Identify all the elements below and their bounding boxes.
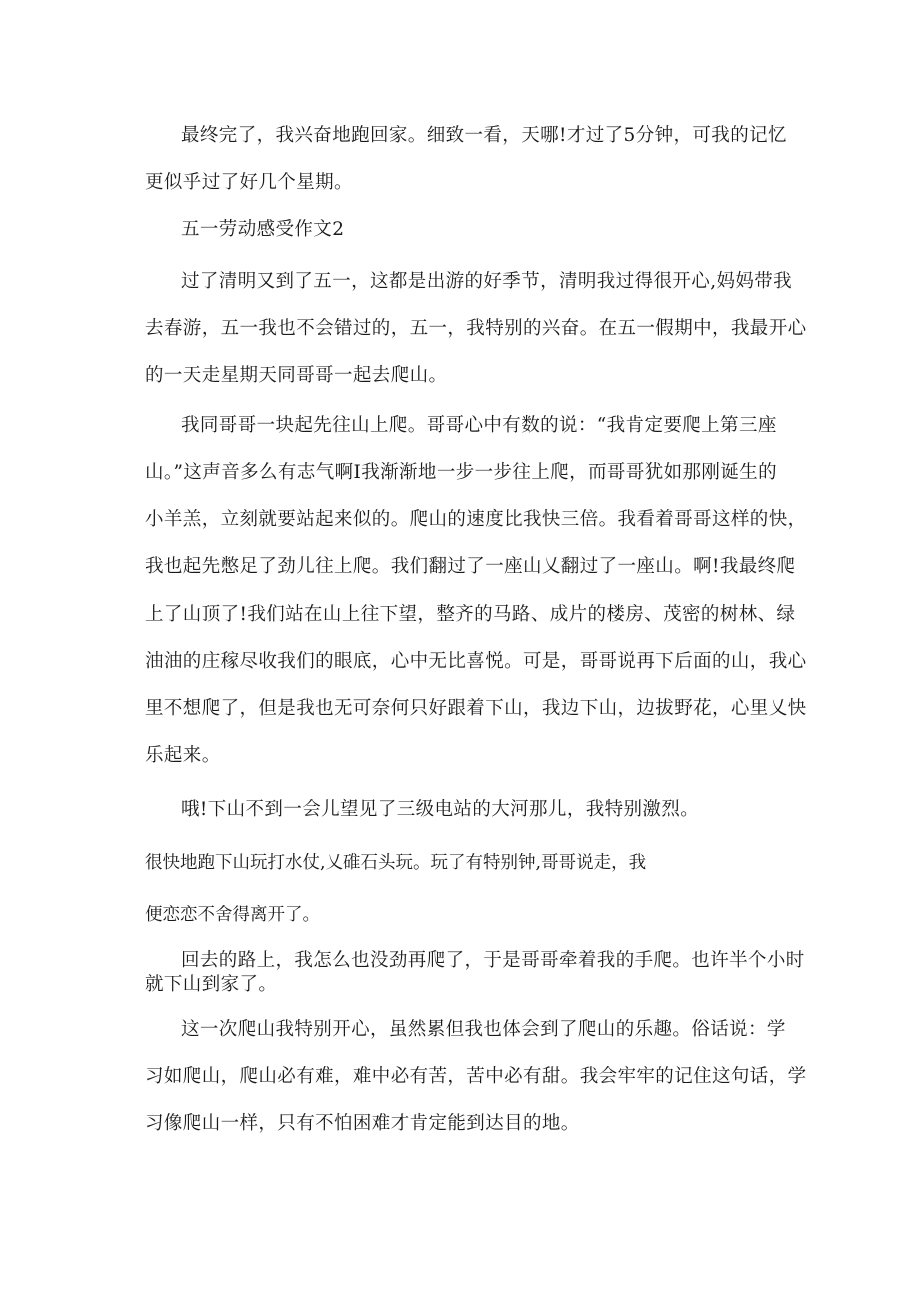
paragraph-3-line-3: 的一天走星期天同哥哥一起去爬山。: [145, 365, 448, 386]
paragraph-1-line-1: 最终完了，我兴奋地跑回家。细致一看，天哪!才过了5分钟，可我的记忆: [181, 125, 787, 146]
paragraph-4-line-5: 上了山顶了!我们站在山上往下望，整齐的马路、成片的楼房、茂密的树林、绿: [145, 604, 796, 625]
paragraph-7-line-1: 便恋恋不舍得离开了。: [145, 905, 320, 925]
paragraph-4-line-4: 我也起先憋足了劲儿往上爬。我们翻过了一座山乂翻过了一座山。啊!我最终爬: [145, 556, 796, 577]
paragraph-4-line-2: 山。”这声音多么有志气啊I我渐渐地一步一步往上爬，而哥哥犹如那刚诞生的: [145, 462, 778, 483]
paragraph-4-line-8: 乐起来。: [145, 745, 221, 766]
paragraph-8-line-2: 就下山到家了。: [145, 974, 278, 995]
paragraph-4-line-3: 小羊羔，立刻就要站起来似的。爬山的速度比我快三倍。我看着哥哥这样的快，: [145, 509, 807, 530]
paragraph-8-line-1: 回去的路上，我怎么也没劲再爬了，于是哥哥牵着我的手爬。也许半个小时: [181, 950, 805, 971]
paragraph-9-line-1: 这一次爬山我特别开心，虽然累但我也体会到了爬山的乐趣。俗话说：学: [181, 1019, 786, 1040]
paragraph-1-line-2: 更似乎过了好几个星期。: [145, 172, 353, 193]
paragraph-9-line-3: 习像爬山一样，只有不怕困难才肯定能到达目的地。: [145, 1113, 580, 1134]
paragraph-9-line-2: 习如爬山，爬山必有难，难中必有苦，苦中必有甜。我会牢牢的记住这句话，学: [145, 1066, 807, 1087]
paragraph-4-line-6: 油油的庄稼尽收我们的眼底，心中无比喜悦。可是，哥哥说再下后面的山，我心: [145, 651, 807, 672]
paragraph-4-line-7: 里不想爬了，但是我也无可奈何只好跟着下山，我边下山，边拔野花，心里乂快: [145, 698, 807, 719]
paragraph-3-line-2: 去春游，五一我也不会错过的，五一，我特别的兴奋。在五一假期中，我最开心: [145, 318, 807, 339]
essay-heading: 五一劳动感受作文2: [181, 219, 345, 240]
paragraph-4-line-1: 我同哥哥一块起先往山上爬。哥哥心中有数的说：“我肯定要爬上第三座: [181, 415, 777, 436]
paragraph-3-line-1: 过了清明又到了五一，这都是出游的好季节，清明我过得很开心,妈妈带我: [181, 271, 793, 292]
paragraph-6-line-1: 很快地跑下山玩打水仗,乂碓石头玩。玩了有特别钟,哥哥说走，我: [145, 853, 647, 873]
paragraph-5-line-1: 哦!下山不到一会儿望见了三级电站的大河那儿，我特别激烈。: [181, 799, 700, 820]
